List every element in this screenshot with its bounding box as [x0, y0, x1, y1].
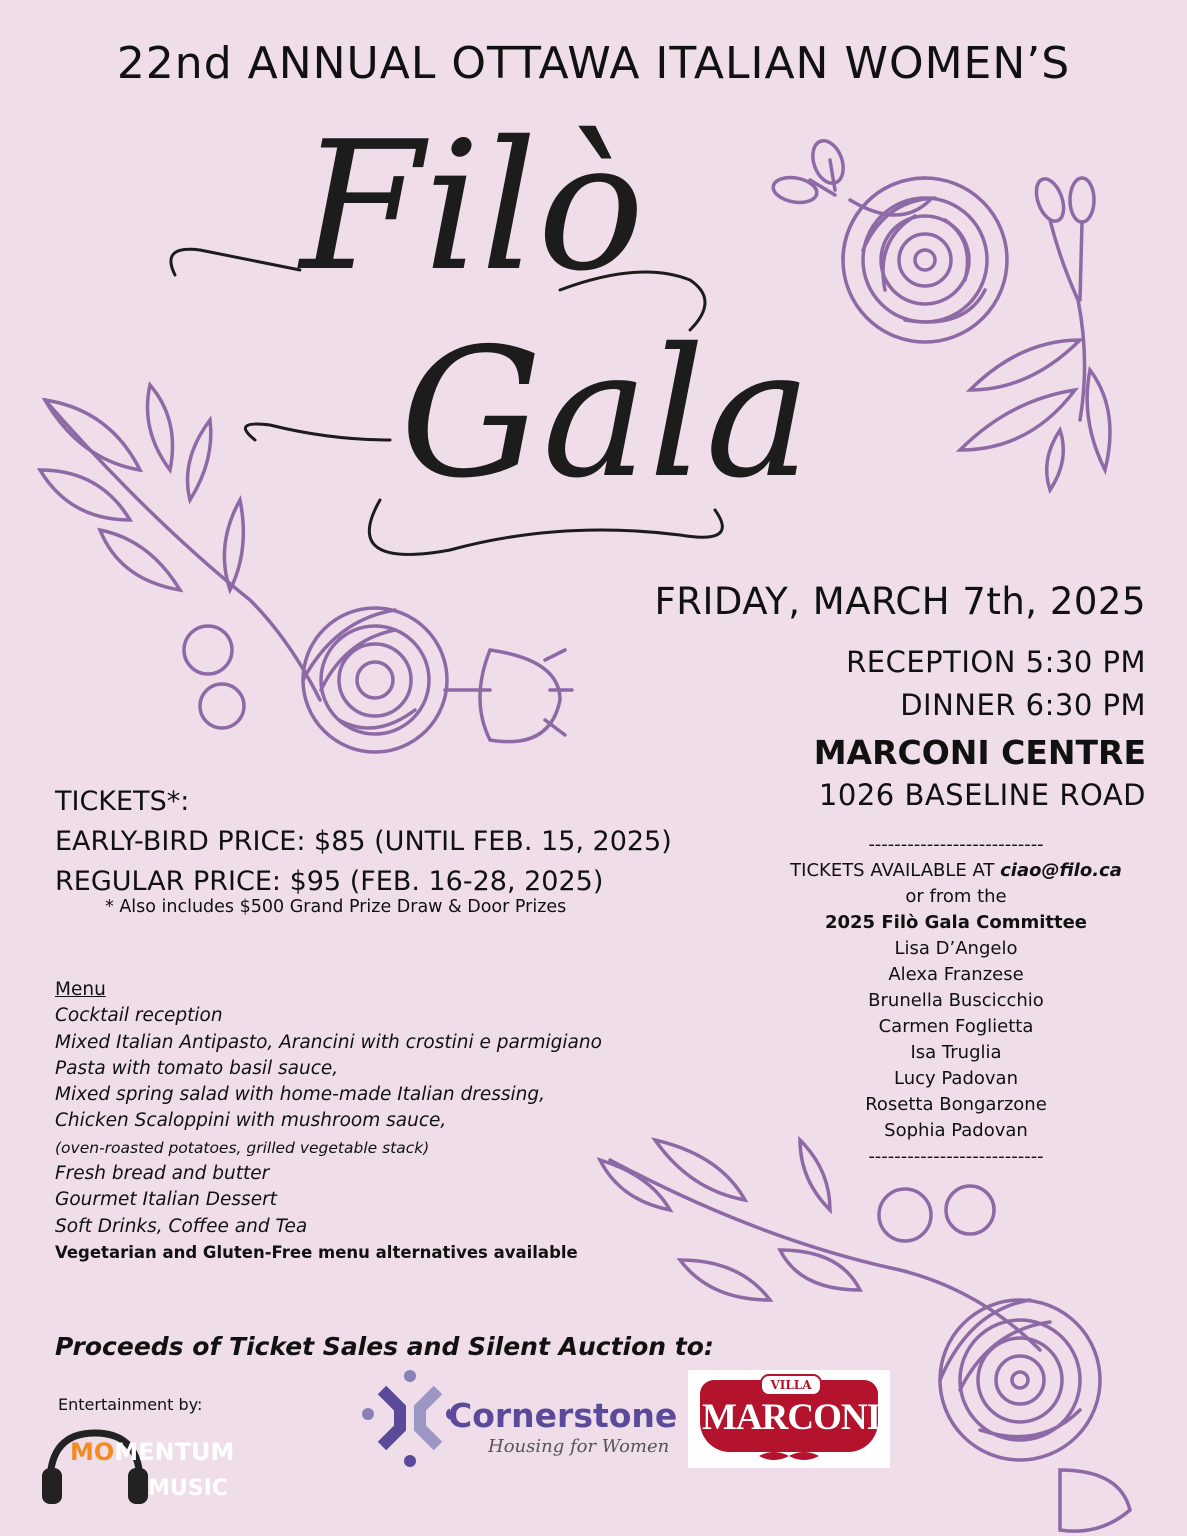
committee-title: 2025 Filò Gala Committee	[824, 912, 1088, 933]
menu-item: Cocktail reception	[55, 1005, 223, 1027]
tickets-note: * Also includes $500 Grand Prize Draw & Door Prizes	[105, 897, 567, 917]
cornerstone-tagline: Housing for Women	[488, 1436, 670, 1457]
crest-ornament-icon	[759, 1448, 819, 1464]
reception-time: RECEPTION 5:30 PM	[846, 645, 1146, 679]
event-date: FRIDAY, MARCH 7th, 2025	[654, 580, 1146, 623]
title-gala: Gala	[400, 310, 812, 517]
title-filo: Filò	[300, 103, 645, 310]
regular-price: REGULAR PRICE: $95 (FEB. 16-28, 2025)	[55, 866, 604, 897]
menu-heading: Menu	[55, 979, 106, 1000]
committee-member: Lisa D’Angelo	[894, 938, 1018, 959]
committee-member: Brunella Buscicchio	[868, 990, 1044, 1011]
contact-email[interactable]: ciao@filo.ca	[1000, 860, 1122, 881]
committee-member: Rosetta Bongarzone	[865, 1094, 1047, 1115]
momentum-mo: MO	[70, 1438, 115, 1466]
menu-block	[55, 977, 602, 1266]
menu-item: Fresh bread and butter	[55, 1163, 270, 1185]
committee-member: Sophia Padovan	[884, 1120, 1028, 1141]
cornerstone-logo	[360, 1368, 690, 1468]
committee-block	[740, 832, 1172, 1170]
committee-member: Alexa Franzese	[888, 964, 1024, 985]
entertainment-label: Entertainment by:	[58, 1395, 203, 1414]
menu-item: Gourmet Italian Dessert	[55, 1189, 277, 1211]
proceeds-text: Proceeds of Ticket Sales and Silent Auction to:	[55, 1332, 714, 1361]
marconi-label: MARCONI	[702, 1397, 880, 1438]
tickets-block	[55, 782, 672, 902]
cornerstone-mark-icon	[360, 1368, 450, 1468]
venue-name: MARCONI CENTRE	[813, 733, 1146, 772]
dinner-time: DINNER 6:30 PM	[900, 688, 1146, 722]
menu-item: Pasta with tomato basil sauce,	[55, 1057, 339, 1079]
villa-marconi-logo	[688, 1370, 890, 1468]
momentum-music: MUSIC	[148, 1476, 228, 1501]
menu-alternatives: Vegetarian and Gluten-Free menu alternatives available	[55, 1242, 578, 1262]
cornerstone-name: Cornerstone	[448, 1396, 678, 1435]
committee-member: Carmen Foglietta	[878, 1016, 1034, 1037]
early-bird-price: EARLY-BIRD PRICE: $85 (UNTIL FEB. 15, 2025)	[55, 826, 672, 857]
villa-label: VILLA	[760, 1374, 822, 1396]
divider: ---------------------------	[868, 834, 1044, 855]
divider: ---------------------------	[868, 1146, 1044, 1167]
momentum-music-logo	[40, 1428, 240, 1508]
or-from: or from the	[905, 886, 1007, 907]
menu-sides: (oven-roasted potatoes, grilled vegetable stack)	[55, 1138, 430, 1157]
venue-address: 1026 BASELINE ROAD	[818, 778, 1146, 812]
committee-member: Lucy Padovan	[894, 1068, 1018, 1089]
tickets-heading: TICKETS*:	[55, 786, 190, 817]
committee-member: Isa Truglia	[910, 1042, 1002, 1063]
menu-item: Chicken Scaloppini with mushroom sauce,	[55, 1110, 447, 1132]
menu-item: Mixed spring salad with home-made Italian dressing,	[55, 1084, 545, 1106]
available-prefix: TICKETS AVAILABLE AT	[790, 860, 1001, 881]
menu-item: Mixed Italian Antipasto, Arancini with crostini e parmigiano	[55, 1031, 602, 1053]
tickets-available	[740, 858, 1172, 884]
momentum-rest: MENTUM	[114, 1438, 235, 1466]
menu-item: Soft Drinks, Coffee and Tea	[55, 1215, 308, 1237]
event-header: 22nd ANNUAL OTTAWA ITALIAN WOMEN’S	[116, 38, 1071, 89]
